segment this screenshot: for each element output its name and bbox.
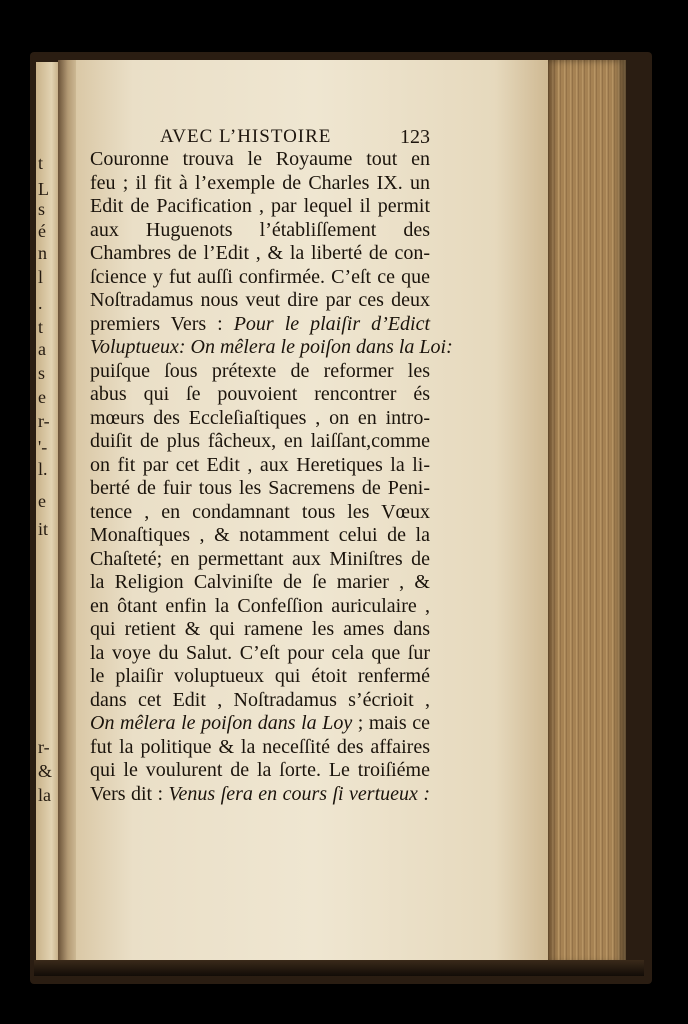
text-line: en ôtant enfin la Confeſſion auriculaire , <box>90 594 430 617</box>
italic-quote: On mêlera le poiſon dans la Loy <box>90 712 353 734</box>
text-line: Edit de Pacification , par lequel il permit <box>90 195 430 217</box>
roman-text: ; mais ce <box>352 712 430 734</box>
bottom-binding <box>34 960 644 976</box>
text-line: la voye du Salut. C’eſt pour cela que ſur <box>90 641 430 664</box>
body-text <box>90 148 453 806</box>
left-page-fragment: it <box>38 519 49 539</box>
italic-quote: Venus ſera en cours ſi vertueux : <box>168 782 431 805</box>
page-block-edge <box>548 60 626 964</box>
text-line <box>90 313 430 337</box>
text-line: Monaſtiques , & notamment celui de la <box>90 524 430 546</box>
text-line: mœurs des Eccleſiaſtiques , on en intro- <box>90 406 430 429</box>
text-line: fut la politique & la neceſſité des affaires <box>90 735 430 758</box>
left-page-fragment: r- <box>38 737 50 757</box>
text-line: feu ; il fit à l’exemple de Charles IX. un <box>90 171 430 194</box>
text-line: Chaſteté; en permettant aux Miniſtres de <box>90 547 430 570</box>
text-line: duiſit de plus fâcheux, en laiſſant,comme <box>90 430 430 452</box>
left-page-fragment: s <box>38 363 46 383</box>
text-line: Couronne trouva le Royaume tout en <box>90 148 430 170</box>
left-page-fragment: t <box>38 317 44 337</box>
text-line: Noſtradamus nous veut dire par ces deux <box>90 289 430 311</box>
text-line: le plaiſir voluptueux qui étoit renfermé <box>90 665 430 687</box>
left-page-fragment: é <box>38 221 46 241</box>
page-edge-shadow <box>548 60 558 964</box>
left-page-fragment: e <box>38 387 46 407</box>
left-page-fragment: l. <box>38 459 48 479</box>
left-page-fragment: e <box>38 491 46 511</box>
left-page-fragment: n <box>38 243 47 263</box>
text-line <box>90 712 430 736</box>
running-title: AVEC L’HISTOIRE <box>160 126 332 147</box>
text-line: la Religion Calviniſte de ſe marier , & <box>90 571 430 593</box>
left-page-fragment: . <box>38 293 43 313</box>
text-line: Chambres de l’Edit , & la liberté de con- <box>90 242 430 264</box>
left-page-fragment: s <box>38 199 46 219</box>
page-header <box>160 126 430 150</box>
text-line: berté de fuir tous les Sacremens de Peni- <box>90 477 430 499</box>
text-line: tence , en condamnant tous les Vœux <box>90 500 430 523</box>
roman-text: Vers dit : <box>90 782 169 805</box>
left-page-fragment: t <box>38 153 44 173</box>
text-line <box>90 783 430 807</box>
left-page-fragment: '- <box>38 437 48 457</box>
text-line: puiſque ſous prétexte de reformer les <box>90 359 430 382</box>
left-page-fragment: la <box>38 785 51 805</box>
text-line: Voluptueux: On mêlera le poiſon dans la Loi: <box>90 336 453 358</box>
left-page-fragment: & <box>38 761 53 781</box>
left-page-fragment: l <box>38 267 44 287</box>
left-page-fragment: a <box>38 339 46 359</box>
italic-quote: Pour le plaiſir d’Edict <box>233 312 430 335</box>
text-line: qui retient & qui ramene les ames dans <box>90 618 430 640</box>
left-page-fragment: r- <box>38 411 50 431</box>
left-page-fragment: L <box>38 179 49 199</box>
text-line: qui le voulurent de la ſorte. Le troiſiéme <box>90 759 430 781</box>
text-line: on fit par cet Edit , aux Heretiques la li- <box>90 453 430 476</box>
roman-text: premiers Vers : <box>90 312 234 335</box>
text-line: aux Huguenots l’établiſſement des <box>90 218 430 241</box>
text-line: dans cet Edit , Noſtradamus s’écrioit , <box>90 688 430 711</box>
text-line: ſcience y fut auſſi confirmée. C’eſt ce que <box>90 265 430 288</box>
text-line: abus qui ſe pouvoient rencontrer és <box>90 383 430 405</box>
page-number: 123 <box>400 126 430 148</box>
